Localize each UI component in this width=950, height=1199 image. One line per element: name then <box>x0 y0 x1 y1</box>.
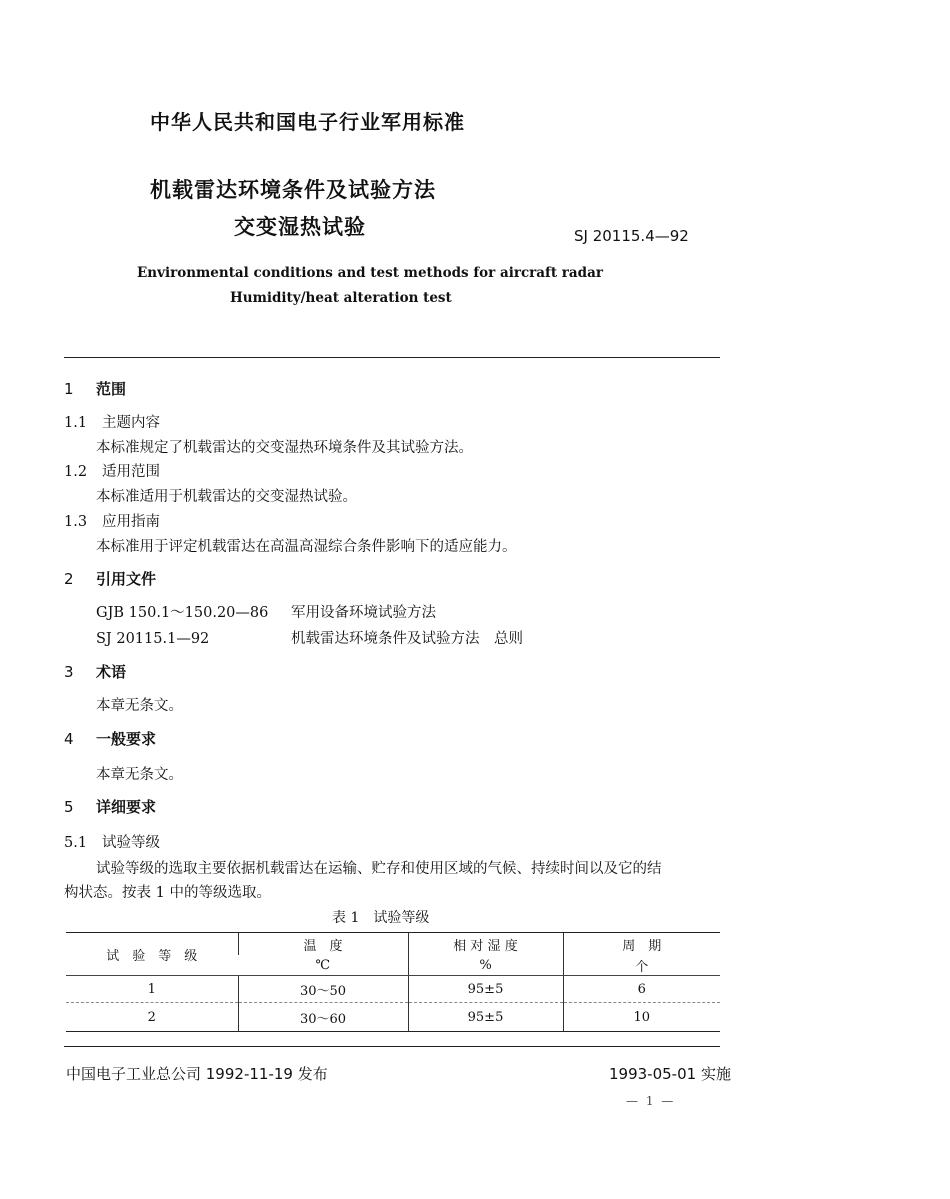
cell-cycle: 10 <box>563 1003 720 1032</box>
effective-date: 1993-05-01 实施 <box>609 1065 731 1083</box>
header-humidity: 相 对 湿 度 <box>408 933 563 956</box>
section-title: 一般要求 <box>96 730 157 748</box>
section-title: 引用文件 <box>96 570 157 588</box>
section-3-heading <box>64 661 126 682</box>
section-1-1-heading <box>64 411 160 432</box>
header-level: 试 验 等 级 <box>66 933 238 976</box>
cell-temperature: 30～60 <box>238 1003 408 1032</box>
section-5-1-heading <box>64 831 160 852</box>
header-divider <box>64 357 720 358</box>
section-1-2-heading <box>64 460 160 481</box>
footer-divider <box>64 1046 720 1047</box>
reference-code: GJB 150.1～150.20—86 <box>96 605 269 621</box>
unit-cycle: 个 <box>563 955 720 976</box>
section-title: 主题内容 <box>102 415 160 431</box>
cell-level: 1 <box>66 976 238 1003</box>
section-number: 5.1 <box>64 835 88 851</box>
document-title: 机载雷达环境条件及试验方法 <box>150 178 436 202</box>
cell-level: 2 <box>66 1003 238 1032</box>
section-5-heading <box>64 796 156 817</box>
section-1-3-text: 本标准用于评定机载雷达在高温高湿综合条件影响下的适应能力。 <box>96 539 517 555</box>
section-1-3-heading <box>64 510 160 531</box>
header-temperature: 温 度 <box>238 933 408 956</box>
table-header-row <box>66 933 720 956</box>
section-4-text: 本章无条文。 <box>96 767 183 783</box>
org-title: 中华人民共和国电子行业军用标准 <box>150 110 465 134</box>
reference-title: 机载雷达环境条件及试验方法 总则 <box>291 631 523 647</box>
section-title: 应用指南 <box>102 514 160 530</box>
table-caption: 表 1 试验等级 <box>332 910 430 926</box>
issue-info: 中国电子工业总公司 1992-11-19 发布 <box>66 1065 328 1083</box>
cell-cycle: 6 <box>563 976 720 1003</box>
section-title: 适用范围 <box>102 464 160 480</box>
reference-code: SJ 20115.1—92 <box>96 631 210 647</box>
section-title: 详细要求 <box>96 798 157 816</box>
english-subtitle: Humidity/heat alteration test <box>230 290 452 306</box>
header-cycle: 周 期 <box>563 933 720 956</box>
section-5-1-text-line1: 试验等级的选取主要依据机载雷达在运输、贮存和使用区域的气候、持续时间以及它的结 <box>96 861 662 877</box>
unit-temperature: ℃ <box>238 955 408 976</box>
reference-title: 军用设备环境试验方法 <box>291 605 436 621</box>
section-number: 1.2 <box>64 464 88 480</box>
section-1-heading <box>64 378 126 399</box>
section-5-1-text-line2: 构状态。按表 1 中的等级选取。 <box>64 885 271 901</box>
section-number: 4 <box>64 730 74 748</box>
unit-humidity: % <box>408 955 563 976</box>
document-subtitle: 交变湿热试验 <box>234 215 366 239</box>
cell-humidity: 95±5 <box>408 1003 563 1032</box>
section-title: 术语 <box>96 663 127 681</box>
section-number: 1.1 <box>64 415 88 431</box>
section-4-heading <box>64 728 156 749</box>
section-1-2-text: 本标准适用于机载雷达的交变湿热试验。 <box>96 489 357 505</box>
section-2-heading <box>64 568 156 589</box>
cell-temperature: 30～50 <box>238 976 408 1003</box>
section-number: 2 <box>64 570 74 588</box>
reference-item <box>96 627 523 648</box>
section-1-1-text: 本标准规定了机载雷达的交变湿热环境条件及其试验方法。 <box>96 440 473 456</box>
section-number: 1 <box>64 380 74 398</box>
test-level-table <box>66 932 720 1032</box>
english-title: Environmental conditions and test methods for aircraft radar <box>137 265 603 281</box>
section-number: 3 <box>64 663 74 681</box>
section-3-text: 本章无条文。 <box>96 698 183 714</box>
section-title: 范围 <box>96 380 127 398</box>
table-row <box>66 976 720 1003</box>
section-number: 1.3 <box>64 514 88 530</box>
reference-item <box>96 601 436 622</box>
page-number: — 1 — <box>626 1094 676 1108</box>
standard-number: SJ 20115.4—92 <box>574 227 689 245</box>
table-row <box>66 1003 720 1032</box>
section-title: 试验等级 <box>102 835 160 851</box>
cell-humidity: 95±5 <box>408 976 563 1003</box>
section-number: 5 <box>64 798 74 816</box>
